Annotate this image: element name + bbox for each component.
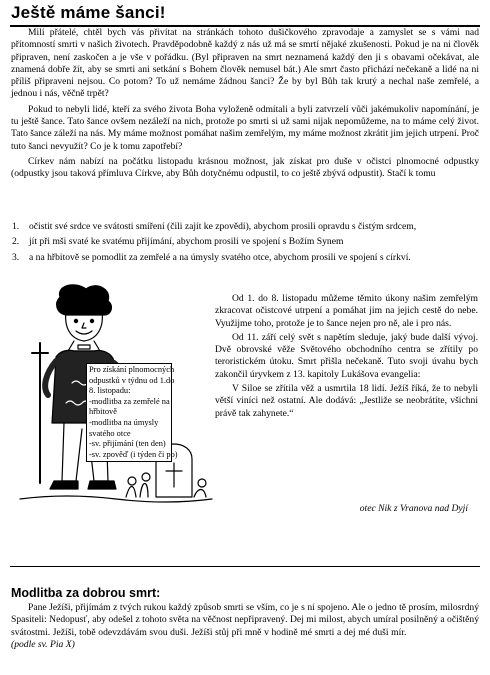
box-line: hřbitově (89, 407, 117, 417)
list-item-text: a na hřbitově se pomodlit za zemřelé a na úmysly svatého otce, abychom prosili ve spojení s církví. (29, 251, 411, 263)
box-line: Pro získání plnomocných (89, 365, 175, 374)
right-paragraph-2: Od 11. září celý svět s napětím sleduje, jaký bude další vývoj. Dvě obrovské věže Světového obchodního centra se zřítily po teroristickém útoku. Smrt přišla nečekaně. Tuto svoji úvahu bych zakončil úryvkem z 13. kapitoly Lukášova evangelia: (215, 331, 478, 380)
box-line: 8. listopadu: (89, 386, 131, 396)
list-item (12, 221, 478, 233)
list-item-number: 1. (12, 221, 20, 232)
list-item (12, 236, 478, 248)
list-item-text: očistit své srdce ve svátosti smíření (čili zajít ke zpovědi), abychom prosili opravdu s čistým srdcem, (29, 221, 417, 232)
box-line: odpustků v týdnu od 1.do (89, 375, 175, 385)
list-item-text: jít při mši svaté ke svatému přijímání, abychom prosili ve spojení s Božím Synem (29, 236, 344, 248)
right-paragraph-1: Od 1. do 8. listopadu můžeme těmito úkony našim zemřelým zkracovat očistcové utrpení a pomáhat jim na jejich cestě do nebe. Využijme toho, protože je to šance nejen pro ně, ale i pro nás. (215, 293, 478, 329)
author-signature: otec Nik z Vranova nad Dyjí (359, 503, 468, 514)
box-line: -modlitba za zemřelé na (89, 396, 170, 406)
indulgence-info-box (86, 363, 178, 462)
prayer-title: Modlitba za dobrou smrt: (11, 586, 161, 600)
paragraph-1: Milí přátelé, chtěl bych vás přivítat na stránkách tohoto dušičkového zpravodaje a zamyslet se s vámi nad přítomností smrti v našich životech. Pravděpodobně každý z nás už má se smrtí nějaké zkušenosti. Pokud je na ni člověk připraven, není zaskočen a je vše v pořádku. (Byl připraven na smrt neznamená každý den ji s obavami očekávat, ale znamená dobře žít, aby se smrti ani setkání s Bohem člověk nemusel bát.) Ale smrt často přichází nečekaně a lidé na ni příliš připraveni nejsou. Co potom? To už nemáme žádnou šanci? Že by byl Bůh tak krutý a nechal naše zemřelé, a jednou i nás, věčně trpět? (11, 27, 479, 100)
indulgence-list (12, 221, 478, 264)
box-line: -sv. zpověď (i týden či po) (89, 449, 178, 459)
prayer-text-block (11, 602, 479, 651)
section-divider (10, 566, 480, 567)
list-item-number: 2. (12, 236, 20, 248)
bible-quote: V Siloe se zřítila věž a usmrtila 18 lidí. Ježíš říká, že to nebyli větší viníci než ostatní. Ale dodává: „Jestliže se neobrátíte, všichni právě tak zahynete.“ (215, 383, 478, 419)
box-line: -modlitba na úmysly (89, 417, 159, 427)
paragraph-3: Církev nám nabízí na počátku listopadu krásnou možnost, jak získat pro duše v očistci plnomocné odpustky (odpustky jsou taková přímluva Církve, aby Bůh dotyčnému odpustil, to co ještě zbývá odpustit). Stačí k tomu (11, 155, 479, 180)
prayer-text: Pane Ježíši, přijímám z tvých rukou každý způsob smrti se vším, co je s ní spojeno. Ale o jedno tě prosím, milosrdný Spasiteli: Nedopusť, aby odešel z tohoto světa na věčnost nepřipravený. Dej mi milost, abych umíral posilněný a očištěný svátostmi. Ježíši, tobě odevzdávám svou duši. Ježíši stůj při mně v hodině mé smrti a dej mé duši mír. (11, 602, 479, 638)
box-line: svatého otce (89, 428, 131, 438)
right-column (215, 293, 478, 420)
page-title: Ještě máme šanci! (11, 3, 166, 22)
paragraph-2: Pokud to nebyli lidé, kteří za svého života Boha vyloženě odmítali a byli zatvrzelí vůči jakémukoliv napomínání, je tu ještě šance. Tato šance ovšem nezáleží na nich, protože po smrti si už sami nijak nepomůžeme, na to máme celý život. Tato šance záleží na nás. My máme možnost pomáhat našim zemřelým, my máme možnost zkrátit jim jejich utrpení. Proč tuto šanci nevyužít? Co je k tomu zapotřebí? (11, 103, 479, 152)
box-line: -sv. přijímání (ten den) (89, 439, 166, 449)
list-item (12, 252, 478, 264)
prayer-source: (podle sv. Pia X) (11, 638, 75, 650)
intro-text (11, 27, 479, 181)
list-item-number: 3. (12, 251, 20, 263)
